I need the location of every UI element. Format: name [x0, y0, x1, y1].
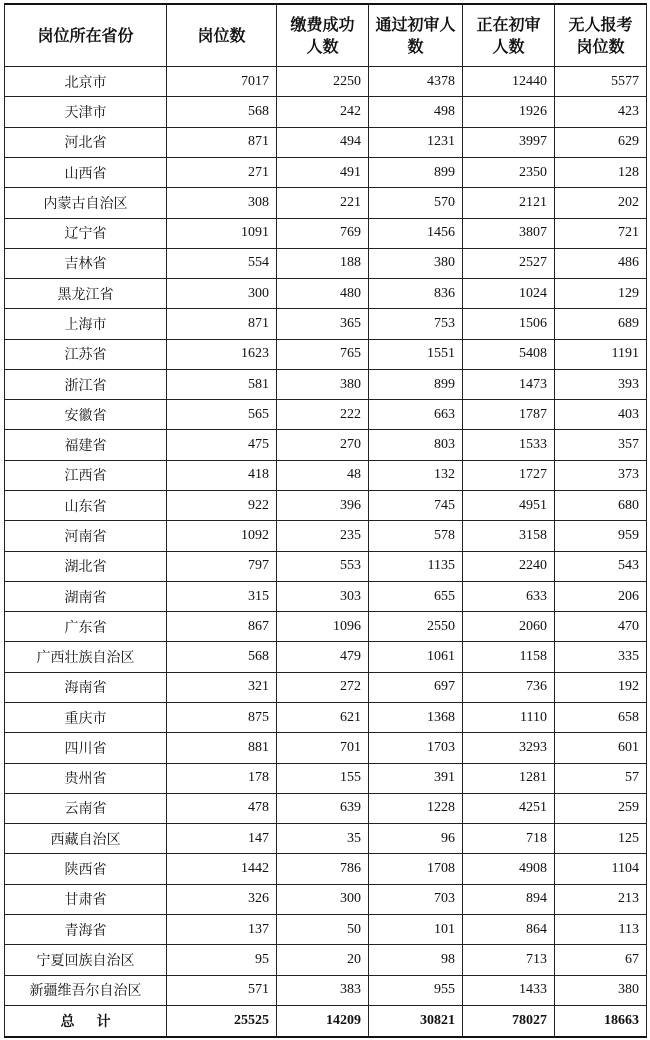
- cell-under-review: 894: [463, 884, 555, 914]
- table-row: [5, 67, 647, 97]
- table-row: [5, 854, 647, 884]
- cell-paid-applicants: 222: [277, 400, 369, 430]
- cell-passed-review: 98: [369, 945, 463, 975]
- cell-positions: 271: [167, 157, 277, 187]
- cell-province: 江苏省: [5, 339, 167, 369]
- cell-province: 安徽省: [5, 400, 167, 430]
- cell-no-applicant-positions: 658: [555, 703, 647, 733]
- cell-province: 贵州省: [5, 763, 167, 793]
- cell-no-applicant-positions: 128: [555, 157, 647, 187]
- cell-province: 江西省: [5, 460, 167, 490]
- cell-no-applicant-positions: 1191: [555, 339, 647, 369]
- table-row: [5, 248, 647, 278]
- cell-paid-applicants: 365: [277, 309, 369, 339]
- cell-under-review: 1727: [463, 460, 555, 490]
- table-row: [5, 369, 647, 399]
- cell-province: 吉林省: [5, 248, 167, 278]
- cell-positions: 95: [167, 945, 277, 975]
- cell-under-review: 5408: [463, 339, 555, 369]
- cell-positions: 871: [167, 127, 277, 157]
- header-no-applicant-positions: 无人报考岗位数: [555, 4, 647, 67]
- cell-passed-review: 132: [369, 460, 463, 490]
- cell-under-review: 718: [463, 824, 555, 854]
- cell-passed-review: 899: [369, 157, 463, 187]
- table-row: [5, 945, 647, 975]
- cell-province: 北京市: [5, 67, 167, 97]
- cell-paid-applicants: 1096: [277, 612, 369, 642]
- cell-no-applicant-positions: 959: [555, 521, 647, 551]
- cell-passed-review: 1135: [369, 551, 463, 581]
- cell-under-review: 1533: [463, 430, 555, 460]
- cell-passed-review: 803: [369, 430, 463, 460]
- table-row: [5, 218, 647, 248]
- total-under-review: 78027: [463, 1005, 555, 1037]
- cell-no-applicant-positions: 206: [555, 581, 647, 611]
- cell-under-review: 1158: [463, 642, 555, 672]
- cell-paid-applicants: 479: [277, 642, 369, 672]
- table-header-row: [5, 4, 647, 67]
- cell-province: 山东省: [5, 491, 167, 521]
- cell-positions: 475: [167, 430, 277, 460]
- cell-passed-review: 1061: [369, 642, 463, 672]
- header-province: 岗位所在省份: [5, 4, 167, 67]
- header-passed-review: 通过初审人数: [369, 4, 463, 67]
- cell-province: 广东省: [5, 612, 167, 642]
- cell-passed-review: 578: [369, 521, 463, 551]
- cell-under-review: 4251: [463, 793, 555, 823]
- cell-no-applicant-positions: 202: [555, 188, 647, 218]
- cell-province: 浙江省: [5, 369, 167, 399]
- cell-under-review: 2060: [463, 612, 555, 642]
- cell-paid-applicants: 272: [277, 672, 369, 702]
- cell-under-review: 3158: [463, 521, 555, 551]
- cell-passed-review: 96: [369, 824, 463, 854]
- cell-province: 青海省: [5, 914, 167, 944]
- cell-under-review: 1110: [463, 703, 555, 733]
- cell-under-review: 2527: [463, 248, 555, 278]
- table-row: [5, 521, 647, 551]
- cell-passed-review: 745: [369, 491, 463, 521]
- cell-paid-applicants: 270: [277, 430, 369, 460]
- cell-passed-review: 391: [369, 763, 463, 793]
- table-row: [5, 975, 647, 1005]
- cell-province: 宁夏回族自治区: [5, 945, 167, 975]
- cell-positions: 147: [167, 824, 277, 854]
- cell-paid-applicants: 494: [277, 127, 369, 157]
- cell-no-applicant-positions: 373: [555, 460, 647, 490]
- cell-paid-applicants: 188: [277, 248, 369, 278]
- cell-positions: 565: [167, 400, 277, 430]
- cell-under-review: 3807: [463, 218, 555, 248]
- cell-under-review: 1506: [463, 309, 555, 339]
- cell-paid-applicants: 383: [277, 975, 369, 1005]
- table-row: [5, 914, 647, 944]
- cell-province: 湖北省: [5, 551, 167, 581]
- cell-passed-review: 1708: [369, 854, 463, 884]
- cell-no-applicant-positions: 5577: [555, 67, 647, 97]
- cell-positions: 1091: [167, 218, 277, 248]
- cell-positions: 7017: [167, 67, 277, 97]
- cell-under-review: 12440: [463, 67, 555, 97]
- cell-paid-applicants: 48: [277, 460, 369, 490]
- cell-no-applicant-positions: 543: [555, 551, 647, 581]
- cell-positions: 315: [167, 581, 277, 611]
- cell-under-review: 4951: [463, 491, 555, 521]
- table-row: [5, 279, 647, 309]
- cell-passed-review: 955: [369, 975, 463, 1005]
- cell-no-applicant-positions: 357: [555, 430, 647, 460]
- cell-positions: 1092: [167, 521, 277, 551]
- cell-paid-applicants: 300: [277, 884, 369, 914]
- cell-passed-review: 697: [369, 672, 463, 702]
- cell-positions: 300: [167, 279, 277, 309]
- table-row: [5, 672, 647, 702]
- cell-province: 上海市: [5, 309, 167, 339]
- cell-passed-review: 2550: [369, 612, 463, 642]
- cell-passed-review: 655: [369, 581, 463, 611]
- cell-paid-applicants: 221: [277, 188, 369, 218]
- cell-paid-applicants: 639: [277, 793, 369, 823]
- cell-province: 重庆市: [5, 703, 167, 733]
- cell-no-applicant-positions: 403: [555, 400, 647, 430]
- cell-under-review: 1787: [463, 400, 555, 430]
- cell-positions: 867: [167, 612, 277, 642]
- cell-no-applicant-positions: 125: [555, 824, 647, 854]
- cell-under-review: 4908: [463, 854, 555, 884]
- cell-positions: 418: [167, 460, 277, 490]
- cell-passed-review: 498: [369, 97, 463, 127]
- cell-positions: 137: [167, 914, 277, 944]
- cell-no-applicant-positions: 57: [555, 763, 647, 793]
- cell-no-applicant-positions: 470: [555, 612, 647, 642]
- cell-paid-applicants: 769: [277, 218, 369, 248]
- table-row: [5, 430, 647, 460]
- cell-province: 西藏自治区: [5, 824, 167, 854]
- cell-province: 海南省: [5, 672, 167, 702]
- cell-passed-review: 663: [369, 400, 463, 430]
- cell-under-review: 1926: [463, 97, 555, 127]
- cell-passed-review: 4378: [369, 67, 463, 97]
- cell-positions: 797: [167, 551, 277, 581]
- table-row: [5, 884, 647, 914]
- cell-no-applicant-positions: 680: [555, 491, 647, 521]
- cell-paid-applicants: 396: [277, 491, 369, 521]
- header-paid-applicants: 缴费成功人数: [277, 4, 369, 67]
- table-row: [5, 491, 647, 521]
- total-passed-review: 30821: [369, 1005, 463, 1037]
- cell-no-applicant-positions: 1104: [555, 854, 647, 884]
- cell-under-review: 2240: [463, 551, 555, 581]
- cell-positions: 326: [167, 884, 277, 914]
- cell-positions: 871: [167, 309, 277, 339]
- table-row: [5, 733, 647, 763]
- cell-positions: 308: [167, 188, 277, 218]
- cell-under-review: 1281: [463, 763, 555, 793]
- cell-paid-applicants: 50: [277, 914, 369, 944]
- cell-positions: 875: [167, 703, 277, 733]
- table-row: [5, 612, 647, 642]
- cell-under-review: 2121: [463, 188, 555, 218]
- cell-under-review: 2350: [463, 157, 555, 187]
- cell-province: 河北省: [5, 127, 167, 157]
- cell-under-review: 736: [463, 672, 555, 702]
- cell-passed-review: 836: [369, 279, 463, 309]
- cell-positions: 478: [167, 793, 277, 823]
- cell-no-applicant-positions: 486: [555, 248, 647, 278]
- cell-no-applicant-positions: 259: [555, 793, 647, 823]
- cell-passed-review: 1231: [369, 127, 463, 157]
- cell-positions: 178: [167, 763, 277, 793]
- cell-passed-review: 753: [369, 309, 463, 339]
- cell-positions: 1442: [167, 854, 277, 884]
- cell-passed-review: 380: [369, 248, 463, 278]
- cell-paid-applicants: 155: [277, 763, 369, 793]
- cell-province: 云南省: [5, 793, 167, 823]
- cell-province: 内蒙古自治区: [5, 188, 167, 218]
- cell-passed-review: 1368: [369, 703, 463, 733]
- registration-statistics-table: [4, 3, 647, 1038]
- cell-positions: 554: [167, 248, 277, 278]
- cell-paid-applicants: 553: [277, 551, 369, 581]
- cell-paid-applicants: 303: [277, 581, 369, 611]
- cell-passed-review: 703: [369, 884, 463, 914]
- cell-no-applicant-positions: 213: [555, 884, 647, 914]
- table-row: [5, 127, 647, 157]
- table-row: [5, 309, 647, 339]
- table-row: [5, 551, 647, 581]
- header-under-review: 正在初审人数: [463, 4, 555, 67]
- cell-passed-review: 899: [369, 369, 463, 399]
- cell-positions: 922: [167, 491, 277, 521]
- cell-paid-applicants: 480: [277, 279, 369, 309]
- table-row: [5, 793, 647, 823]
- cell-under-review: 1473: [463, 369, 555, 399]
- cell-positions: 1623: [167, 339, 277, 369]
- cell-under-review: 1433: [463, 975, 555, 1005]
- cell-province: 黑龙江省: [5, 279, 167, 309]
- cell-paid-applicants: 621: [277, 703, 369, 733]
- cell-no-applicant-positions: 393: [555, 369, 647, 399]
- cell-no-applicant-positions: 629: [555, 127, 647, 157]
- cell-positions: 568: [167, 97, 277, 127]
- table-body: [5, 4, 647, 1037]
- cell-province: 天津市: [5, 97, 167, 127]
- cell-province: 陕西省: [5, 854, 167, 884]
- cell-paid-applicants: 35: [277, 824, 369, 854]
- cell-passed-review: 1551: [369, 339, 463, 369]
- total-label: 总计: [5, 1005, 167, 1037]
- cell-province: 广西壮族自治区: [5, 642, 167, 672]
- total-paid-applicants: 14209: [277, 1005, 369, 1037]
- table-row: [5, 188, 647, 218]
- table-row: [5, 703, 647, 733]
- cell-province: 新疆维吾尔自治区: [5, 975, 167, 1005]
- cell-positions: 568: [167, 642, 277, 672]
- table-row: [5, 642, 647, 672]
- cell-paid-applicants: 765: [277, 339, 369, 369]
- total-no-applicant-positions: 18663: [555, 1005, 647, 1037]
- cell-passed-review: 570: [369, 188, 463, 218]
- cell-province: 四川省: [5, 733, 167, 763]
- total-row: [5, 1005, 647, 1037]
- cell-no-applicant-positions: 380: [555, 975, 647, 1005]
- cell-no-applicant-positions: 335: [555, 642, 647, 672]
- cell-paid-applicants: 380: [277, 369, 369, 399]
- cell-province: 山西省: [5, 157, 167, 187]
- cell-positions: 571: [167, 975, 277, 1005]
- cell-paid-applicants: 20: [277, 945, 369, 975]
- cell-paid-applicants: 701: [277, 733, 369, 763]
- table-row: [5, 581, 647, 611]
- cell-province: 河南省: [5, 521, 167, 551]
- cell-paid-applicants: 491: [277, 157, 369, 187]
- cell-under-review: 633: [463, 581, 555, 611]
- header-positions: 岗位数: [167, 4, 277, 67]
- cell-no-applicant-positions: 192: [555, 672, 647, 702]
- cell-no-applicant-positions: 423: [555, 97, 647, 127]
- table-row: [5, 400, 647, 430]
- cell-province: 湖南省: [5, 581, 167, 611]
- cell-no-applicant-positions: 129: [555, 279, 647, 309]
- cell-passed-review: 1703: [369, 733, 463, 763]
- table-row: [5, 97, 647, 127]
- cell-paid-applicants: 2250: [277, 67, 369, 97]
- cell-paid-applicants: 786: [277, 854, 369, 884]
- cell-no-applicant-positions: 113: [555, 914, 647, 944]
- table-row: [5, 157, 647, 187]
- cell-no-applicant-positions: 689: [555, 309, 647, 339]
- table-row: [5, 763, 647, 793]
- cell-province: 辽宁省: [5, 218, 167, 248]
- cell-no-applicant-positions: 721: [555, 218, 647, 248]
- cell-no-applicant-positions: 67: [555, 945, 647, 975]
- cell-under-review: 3293: [463, 733, 555, 763]
- cell-paid-applicants: 235: [277, 521, 369, 551]
- cell-under-review: 3997: [463, 127, 555, 157]
- cell-passed-review: 1456: [369, 218, 463, 248]
- cell-positions: 881: [167, 733, 277, 763]
- cell-under-review: 713: [463, 945, 555, 975]
- cell-paid-applicants: 242: [277, 97, 369, 127]
- table-row: [5, 339, 647, 369]
- cell-passed-review: 101: [369, 914, 463, 944]
- table-row: [5, 824, 647, 854]
- table-row: [5, 460, 647, 490]
- cell-positions: 321: [167, 672, 277, 702]
- cell-positions: 581: [167, 369, 277, 399]
- cell-no-applicant-positions: 601: [555, 733, 647, 763]
- cell-province: 福建省: [5, 430, 167, 460]
- cell-under-review: 864: [463, 914, 555, 944]
- cell-under-review: 1024: [463, 279, 555, 309]
- cell-province: 甘肃省: [5, 884, 167, 914]
- total-positions: 25525: [167, 1005, 277, 1037]
- cell-passed-review: 1228: [369, 793, 463, 823]
